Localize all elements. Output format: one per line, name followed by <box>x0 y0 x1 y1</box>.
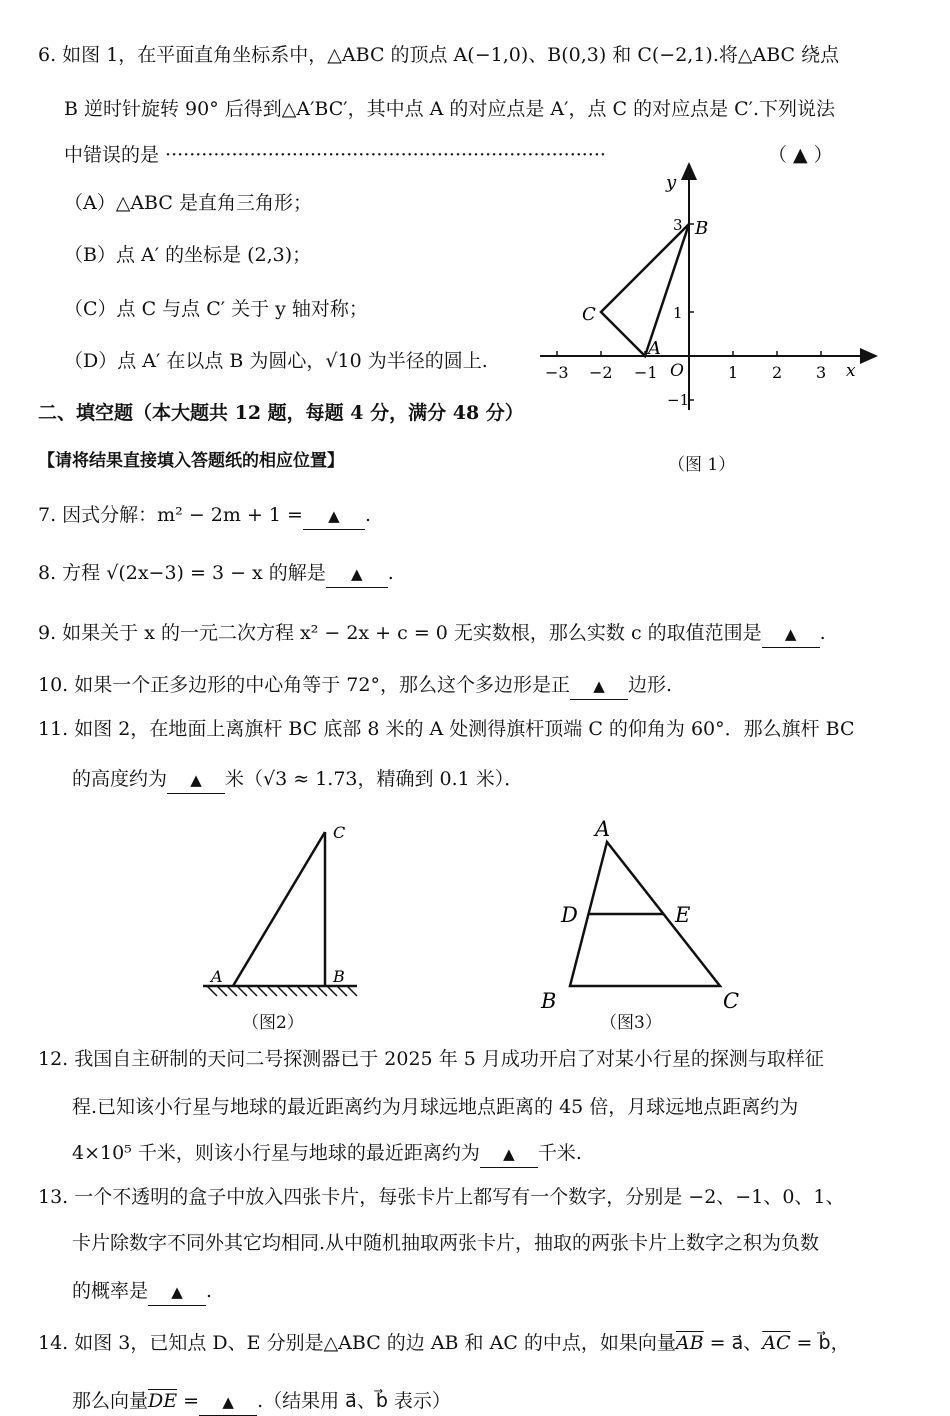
q9-answer-blank: ▲ <box>762 620 820 648</box>
q6-line2: B 逆时针旋转 90° 后得到△A′BC′，其中点 A 的对应点是 A′，点 C 的对应点是 C′.下列说法 <box>64 98 835 120</box>
section-note: 【请将结果直接填入答题纸的相应位置】 <box>38 451 344 471</box>
vector-de: $\overline{DE}$ <box>148 1390 178 1412</box>
q8-text: 8. 方程 √(2x−3) = 3 − x 的解是 <box>38 562 326 584</box>
q13-text: 的概率是 <box>72 1280 149 1302</box>
q6-option-c: （C）点 C 与点 C′ 关于 y 轴对称； <box>64 298 368 320</box>
vector-ac: $\overline{AC}$ <box>762 1332 791 1354</box>
q7-text: 7. 因式分解：m² − 2m + 1 = <box>38 504 303 526</box>
q7 <box>38 502 371 530</box>
q9-suffix: . <box>819 622 826 644</box>
y-axis-label: y <box>666 172 677 193</box>
x-tick: 2 <box>772 363 783 382</box>
y-tick: −1 <box>667 391 690 409</box>
section-title: 二、填空题（本大题共 12 题，每题 4 分，满分 48 分） <box>38 402 524 424</box>
q14-text: 14. 如图 3，已知点 D、E 分别是△ABC 的边 AB 和 AC 的中点，如果向量 <box>38 1332 676 1354</box>
figure-3-caption: （图3） <box>600 1013 662 1033</box>
origin-label: O <box>670 361 684 381</box>
q13-line2: 卡片除数字不同外其它均相同.从中随机抽取两张卡片，抽取的两张卡片上数字之积为负数 <box>72 1232 820 1254</box>
q11-answer-blank: ▲ <box>167 766 225 794</box>
vector-ab: $\overline{AB}$ <box>675 1332 704 1354</box>
q6-option-a: （A）△ABC 是直角三角形； <box>64 192 312 214</box>
q11-suffix: 米（√3 ≈ 1.73，精确到 0.1 米）． <box>225 768 524 790</box>
q11-text: 的高度约为 <box>72 768 168 790</box>
q14-prefix: 那么向量 <box>72 1390 149 1412</box>
q11-line1: 11. 如图 2，在地面上离旗杆 BC 底部 8 米的 A 处测得旗杆顶端 C 的仰角为 60°．那么旗杆 BC <box>38 718 855 740</box>
q14-eq1: = a⃗、 <box>703 1332 763 1354</box>
q10-suffix: 边形. <box>627 674 673 696</box>
point-c-label: C <box>582 304 596 325</box>
q9-text: 9. 如果关于 x 的一元二次方程 x² − 2x + c = 0 无实数根，那么实数 c 的取值范围是 <box>38 622 762 644</box>
sight-line-ac <box>233 832 325 986</box>
q14-line1 <box>38 1330 850 1356</box>
q12-text: 4×10⁵ 千米，则该小行星与地球的最近距离约为 <box>72 1142 480 1164</box>
point-c-label: C <box>333 823 346 842</box>
figure-3-triangle <box>535 818 765 1013</box>
figure-1-coordinate-plane <box>530 160 890 420</box>
q10 <box>38 672 672 700</box>
q13-suffix: . <box>206 1280 213 1302</box>
y-tick: 3 <box>673 216 683 234</box>
figure-1-caption: （图 1） <box>668 455 736 475</box>
q13-line1: 13. 一个不透明的盒子中放入四张卡片，每张卡片上都写有一个数字，分别是 −2、−1、0、1、 <box>38 1186 845 1208</box>
point-c-label: C <box>723 989 740 1013</box>
y-tick: 1 <box>673 304 683 322</box>
q11-line2 <box>72 766 523 794</box>
q6-option-d: （D）点 A′ 在以点 B 为圆心，√10 为半径的圆上. <box>64 350 488 372</box>
x-tick: −2 <box>589 363 613 382</box>
q12-suffix: 千米. <box>537 1142 582 1164</box>
point-b-label: B <box>333 967 345 986</box>
q6-line3: 中错误的是 ········································································· <box>64 144 606 166</box>
q14-eq2: = b⃗， <box>790 1332 850 1354</box>
q12-answer-blank: ▲ <box>480 1140 538 1168</box>
figure-2-caption: （图2） <box>242 1013 304 1033</box>
q7-answer-blank: ▲ <box>303 502 365 530</box>
q14-suffix: .（结果用 a⃗、b⃗ 表示） <box>257 1390 451 1412</box>
q6-line1: 6. 如图 1，在平面直角坐标系中，△ABC 的顶点 A(−1,0)、B(0,3) 和 C(−2,1).将△ABC 绕点 <box>38 44 840 66</box>
q12-line2: 程.已知该小行星与地球的最近距离约为月球远地点距离的 45 倍，月球远地点距离约为 <box>72 1096 799 1118</box>
point-d-label: D <box>561 903 578 927</box>
x-axis-label: x <box>846 361 856 381</box>
q8-suffix: . <box>387 562 394 584</box>
q13-line3 <box>72 1278 212 1306</box>
x-tick: −3 <box>545 363 569 382</box>
x-tick: 3 <box>816 363 827 382</box>
q14-answer-blank: ▲ <box>199 1388 257 1416</box>
point-b-label: B <box>541 989 557 1013</box>
triangle-abc <box>601 224 689 356</box>
point-a-label: A <box>595 817 611 841</box>
x-tick: −1 <box>634 363 658 382</box>
q6-option-b: （B）点 A′ 的坐标是 (2,3)； <box>64 244 312 266</box>
q14-eq3: = <box>177 1390 200 1412</box>
q8-answer-blank: ▲ <box>326 560 388 588</box>
q6-answer-bracket: （ ▲ ） <box>768 144 833 166</box>
q8 <box>38 560 394 588</box>
q10-text: 10. 如果一个正多边形的中心角等于 72°，那么这个多边形是正 <box>38 674 570 696</box>
q14-line2 <box>72 1388 451 1416</box>
q13-answer-blank: ▲ <box>148 1278 206 1306</box>
point-a-label: A <box>211 967 223 986</box>
point-a-label: A <box>648 338 661 359</box>
point-b-label: B <box>695 218 709 239</box>
q12-line3 <box>72 1140 582 1168</box>
x-tick: 1 <box>728 363 739 382</box>
point-e-label: E <box>675 903 691 927</box>
figure-2-flagpole <box>195 818 375 998</box>
q7-suffix: . <box>364 504 371 526</box>
q12-line1: 12. 我国自主研制的天问二号探测器已于 2025 年 5 月成功开启了对某小行星的探测与取样征 <box>38 1048 824 1070</box>
q9 <box>38 620 826 648</box>
q10-answer-blank: ▲ <box>570 672 628 700</box>
